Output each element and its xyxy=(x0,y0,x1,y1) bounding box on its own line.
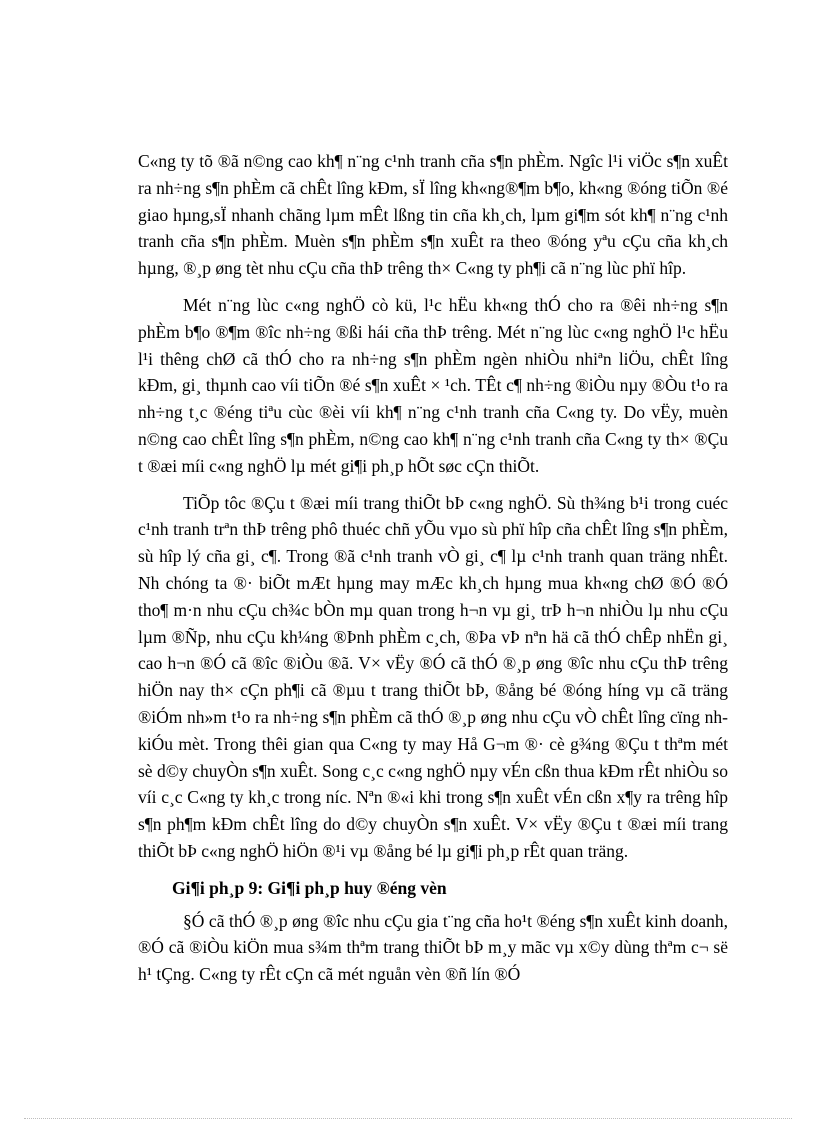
paragraph-2: Mét n¨ng lùc c«ng nghÖ cò kü, l¹c hËu kh«ng thÓ cho ra ®êi nh÷ng s¶n phÈm b¶o ®¶m ®îc nh÷ng ®ßi hái cña thÞ trêng. Mét n¨ng lùc c«ng nghÖ l¹c hËu l¹i thêng chØ cã thÓ cho ra nh÷ng s¶n phÈm ngèn nhiÒu nhiªn liÖu, chÊt lîng kÐm, gi¸ thµnh cao víi tiÕn ®é s¶n xuÊt × ¹ch. TÊt c¶ nh÷ng ®iÒu nµy ®Òu t¹o ra nh÷ng t¸c ®éng tiªu cùc ®èi víi kh¶ n¨ng c¹nh tranh cña C«ng ty. Do vËy, muèn n©ng cao chÊt lîng s¶n phÈm, n©ng cao kh¶ n¨ng c¹nh tranh cña C«ng ty th× ®Çu t ®æi míi c«ng nghÖ lµ mét gi¶i ph¸p hÕt søc cÇn thiÕt. xyxy=(138,294,728,476)
paragraph-3: TiÕp tôc ®Çu t ®æi míi trang thiÕt bÞ c«ng nghÖ. Sù th¾ng b¹i trong cuéc c¹nh tranh trªn thÞ trêng phô thuéc chñ yÕu vµo sù phï hîp cña chÊt lîng s¶n phÈm, sù hîp lý cña gi¸ c¶. Trong ®ã c¹nh tranh vÒ gi¸ c¶ lµ c¹nh tranh quan träng nhÊt. Nh chóng ta ®· biÕt mÆt hµng may mÆc kh¸ch hµng mua kh«ng chØ ®Ó ®Ó tho¶ m·n nhu cÇu ch¾c bÒn mµ quan trong h¬n vµ gi¸ trÞ h¬n nhiÒu lµ nhu cÇu lµm ®Ñp, nhu cÇu kh¼ng ®Þnh phÈm c¸ch, ®Þa vÞ nªn hä cã thÓ chÊp nhËn gi¸ cao h¬n ®Ó cã ®îc ®iÒu ®ã. V× vËy ®Ó cã thÓ ®¸p øng ®îc nhu cÇu thÞ trêng hiÖn nay th× cÇn ph¶i cã ®µu t trang thiÕt bÞ, ®ång bé ®óng híng vµ cã träng ®iÓm nh»m t¹o ra nh÷ng s¶n phÈm cã thÓ ®¸p øng nhu cÇu vÒ chÊt lîng cïng nh kiÓu mèt. Trong thêi gian qua C«ng ty may Hå G¬m ®· cè g¾ng ®Çu t thªm mét sè d©y chuyÒn s¶n xuÊt. Song c¸c c«ng nghÖ nµy vÉn cßn thua kÐm rÊt nhiÒu so víi c¸c C«ng ty kh¸c trong níc. Nªn ®«i khi trong s¶n xuÊt vÉn cßn x¶y ra trêng hîp s¶n ph¶m kÐm chÊt lîng do d©y chuyÒn s¶n xuÊt. V× vËy ®Çu t ®æi míi trang thiÕt bÞ c«ng nghÖ hiÖn ®¹i vµ ®ång bé lµ gi¶i ph¸p rÊt quan träng. xyxy=(138,492,728,861)
footer-divider xyxy=(24,1118,792,1119)
closing-paragraph: §Ó cã thÓ ®¸p øng ®îc nhu cÇu gia t¨ng cña ho¹t ®éng s¶n xuÊt kinh doanh, ®Ó cã ®iÒu kiÖn mua s¾m thªm trang thiÕt bÞ m¸y mãc vµ x©y dùng thªm c¬ së h¹ tÇng. C«ng ty rÊt cÇn cã mét nguån vèn ®ñ lín ®Ó xyxy=(138,910,728,985)
document-page xyxy=(138,148,728,998)
section-heading: Gi¶i ph¸p 9: Gi¶i ph¸p huy ®éng vèn xyxy=(172,877,447,898)
paragraph-1: C«ng ty tõ ®ã n©ng cao kh¶ n¨ng c¹nh tranh cña s¶n phÈm. Ngîc l¹i viÖc s¶n xuÊt ra nh÷ng s¶n phÈm cã chÊt lîng kÐm, sÏ lîng kh«ng®¶m b¶o, kh«ng ®óng tiÕn ®é giao hµng,sÏ nhanh chãng lµm mÊt lßng tin cña kh¸ch, lµm gi¶m sót kh¶ n¨ng c¹nh tranh cña s¶n phÈm. Muèn s¶n phÈm s¶n xuÊt ra theo ®óng yªu cÇu cña kh¸ch hµng, ®¸p øng tèt nhu cÇu cña thÞ trêng th× C«ng ty ph¶i cã n¨ng lùc phï hîp. xyxy=(138,151,728,279)
